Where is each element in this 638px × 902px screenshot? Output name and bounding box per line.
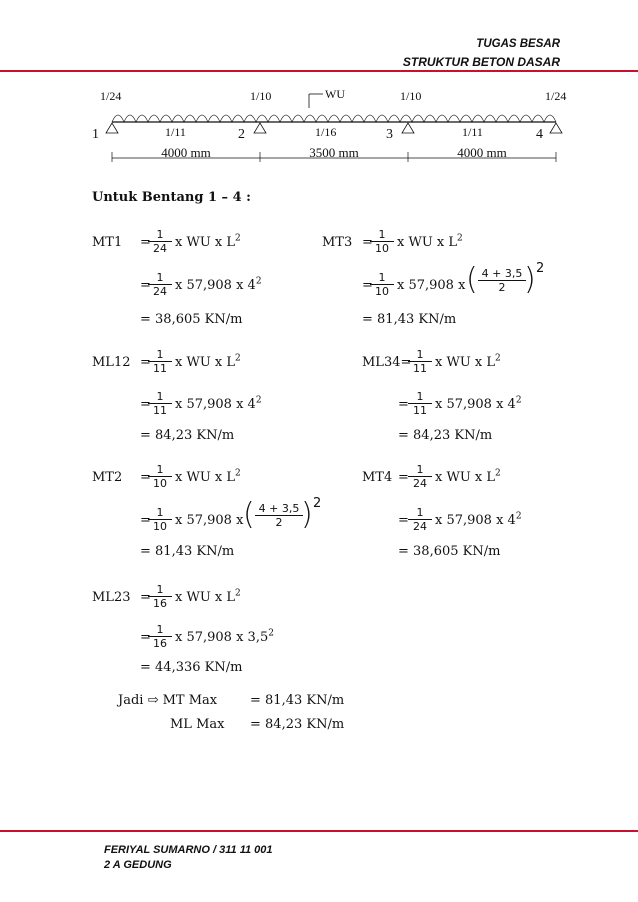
- footer-rule: [0, 830, 638, 832]
- summary-mt-value: = 81,43 KN/m: [250, 693, 345, 708]
- ml34-fraction2: $\frac{1}{11}$: [408, 390, 432, 417]
- ml23-fraction: $\frac{1}{16}$: [148, 583, 172, 610]
- coef-top-1: 1/24: [100, 89, 122, 103]
- ml23-fraction2: $\frac{1}{16}$: [148, 623, 172, 650]
- mt4-fraction2: $\frac{1}{24}$: [408, 506, 432, 533]
- mt2-eq2: =: [140, 513, 151, 528]
- mt4-formula: x WU x $L^2$: [435, 468, 501, 485]
- header-rule: [0, 70, 638, 72]
- mt1-eq2: =: [140, 278, 151, 293]
- mt3-label: MT3: [322, 235, 353, 250]
- ml12-subst: x 57,908 x $4^2$: [175, 395, 262, 412]
- coef-top-4: 1/24: [545, 89, 567, 103]
- mt4-subst: x 57,908 x $4^2$: [435, 511, 522, 528]
- distributed-load: [112, 115, 556, 122]
- mt1-formula: x WU x $L^2$: [175, 233, 241, 250]
- ml23-label: ML23: [92, 590, 131, 605]
- ml12-fraction: $\frac{1}{11}$: [148, 348, 172, 375]
- support-label-3: 3: [386, 127, 393, 142]
- mt2-formula: x WU x $L^2$: [175, 468, 241, 485]
- summary-ml-label: ML Max: [170, 717, 225, 732]
- coef-span-2: 1/16: [315, 125, 337, 139]
- mt3-paren-group: ( 4 + 3,5 2 ) 2: [466, 261, 545, 297]
- support-3: [402, 123, 414, 133]
- span-length-3: 4000 mm: [457, 145, 507, 160]
- mt2-fraction2: $\frac{1}{10}$: [148, 506, 172, 533]
- coef-top-3: 1/10: [400, 89, 422, 103]
- mt3-subst: x 57,908 x: [397, 278, 466, 293]
- ml23-subst: x 57,908 x $3,5^2$: [175, 628, 274, 645]
- ml12-fraction2: $\frac{1}{11}$: [148, 390, 172, 417]
- mt4-eq2: =: [398, 513, 409, 528]
- ml12-eq2: =: [140, 397, 151, 412]
- section-title: Untuk Bentang 1 – 4 :: [92, 190, 251, 205]
- ml34-eq2: =: [398, 397, 409, 412]
- ml12-formula: x WU x $L^2$: [175, 353, 241, 370]
- ml23-result: = 44,336 KN/m: [140, 660, 243, 675]
- mt4-result: = 38,605 KN/m: [398, 544, 501, 559]
- summary-ml-value: = 84,23 KN/m: [250, 717, 345, 732]
- header-title: TUGAS BESAR: [476, 38, 560, 50]
- footer-class: 2 A GEDUNG: [104, 859, 172, 871]
- support-4: [550, 123, 562, 133]
- ml23-eq2: =: [140, 630, 151, 645]
- coef-span-1: 1/11: [165, 125, 186, 139]
- support-label-1: 1: [92, 127, 99, 142]
- support-1: [106, 123, 118, 133]
- support-2: [254, 123, 266, 133]
- mt3-fraction2: $\frac{1}{10}$: [370, 271, 394, 298]
- mt2-eq: =: [140, 470, 151, 485]
- header-subtitle: STRUKTUR BETON DASAR: [402, 55, 560, 69]
- footer-author: FERIYAL SUMARNO / 311 11 001: [104, 844, 273, 856]
- mt2-subst: x 57,908 x: [175, 513, 244, 528]
- mt1-eq: =: [140, 235, 151, 250]
- mt1-result: = 38,605 KN/m: [140, 312, 243, 327]
- mt2-label: MT2: [92, 470, 123, 485]
- mt4-fraction: $\frac{1}{24}$: [408, 463, 432, 490]
- ml34-label: ML34=: [362, 355, 412, 370]
- support-label-4: 4: [536, 127, 543, 142]
- mt3-fraction: $\frac{1}{10}$: [370, 228, 394, 255]
- ml34-subst: x 57,908 x $4^2$: [435, 395, 522, 412]
- mt4-eq: =: [398, 470, 409, 485]
- mt1-subst: x 57,908 x $4^2$: [175, 276, 262, 293]
- mt1-fraction2: $\frac{1}{24}$: [148, 271, 172, 298]
- mt2-fraction: $\frac{1}{10}$: [148, 463, 172, 490]
- ml23-formula: x WU x $L^2$: [175, 588, 241, 605]
- summary-jadi: Jadi ⇨ MT Max: [118, 693, 218, 708]
- mt3-eq: =: [362, 235, 373, 250]
- mt2-paren-group: ( 4 + 3,5 2 ) 2: [243, 496, 322, 532]
- ml12-result: = 84,23 KN/m: [140, 428, 235, 443]
- ml34-fraction: $\frac{1}{11}$: [408, 348, 432, 375]
- mt1-label: MT1: [92, 235, 123, 250]
- support-label-2: 2: [238, 127, 245, 142]
- ml34-formula: x WU x $L^2$: [435, 353, 501, 370]
- mt4-label: MT4: [362, 470, 393, 485]
- mt3-eq2: =: [362, 278, 373, 293]
- beam-diagram: [0, 86, 638, 166]
- mt1-fraction: $\frac{1}{24}$: [148, 228, 172, 255]
- ml34-result: = 84,23 KN/m: [398, 428, 493, 443]
- coef-span-3: 1/11: [462, 125, 483, 139]
- span-length-1: 4000 mm: [161, 145, 211, 160]
- mt3-formula: x WU x $L^2$: [397, 233, 463, 250]
- mt2-result: = 81,43 KN/m: [140, 544, 235, 559]
- ml12-label: ML12: [92, 355, 131, 370]
- mt3-result: = 81,43 KN/m: [362, 312, 457, 327]
- coef-top-2: 1/10: [250, 89, 272, 103]
- load-label: WU: [325, 87, 345, 101]
- span-length-2: 3500 mm: [309, 145, 359, 160]
- ml12-eq: =: [140, 355, 151, 370]
- ml23-eq: =: [140, 590, 151, 605]
